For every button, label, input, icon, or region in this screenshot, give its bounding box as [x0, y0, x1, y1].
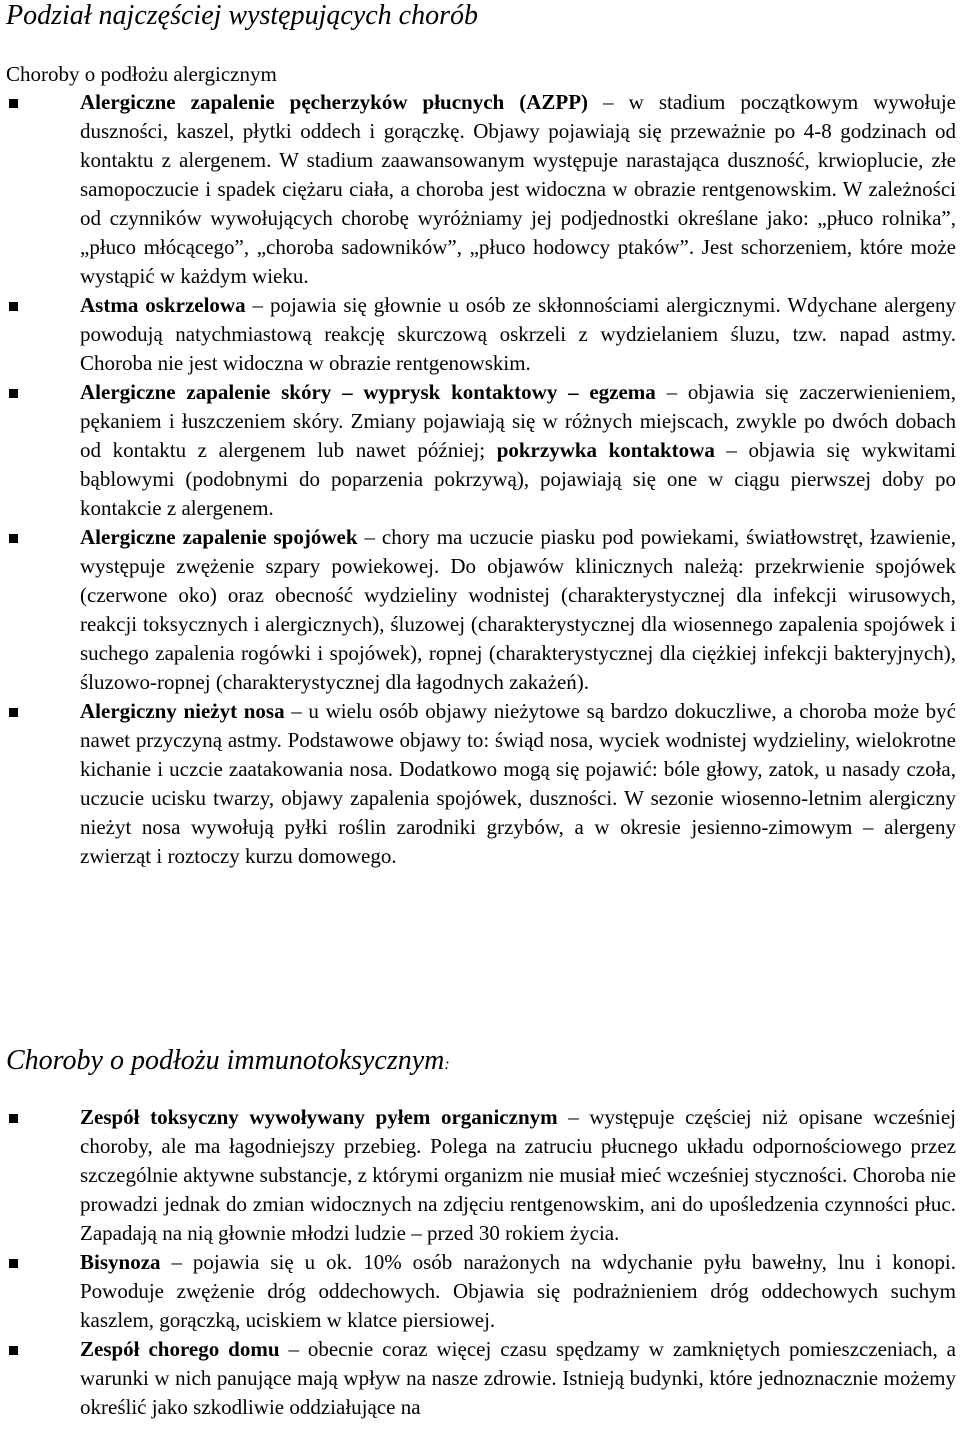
square-bullet-icon — [9, 1346, 18, 1355]
paragraph — [80, 291, 956, 378]
disease-term: Alergiczne zapalenie spojówek — [80, 525, 358, 549]
square-bullet-icon — [9, 1259, 18, 1268]
disease-description: – pojawia się u ok. 10% osób narażonych na wdychanie pyłu bawełny, lnu i konopi. Powoduje zwężenie dróg oddechowych. Objawia się podrażnieniem dróg oddechowych suchym kaszlem, gorączką, uciskiem w klatce piersiowej. — [80, 1250, 956, 1332]
list-item — [6, 1103, 956, 1248]
square-bullet-icon — [9, 1114, 18, 1123]
disease-term: Alergiczny nieżyt nosa — [80, 699, 285, 723]
list-item — [6, 697, 956, 871]
square-bullet-icon — [9, 708, 18, 717]
disease-description-secondary: – objawia się wykwitami bąblowymi (podobnymi do poparzenia pokrzywą), pojawiają się one w ciągu pierwszej doby po kontakcie z alergenem. — [80, 438, 957, 520]
square-bullet-icon — [9, 389, 18, 398]
disease-term-secondary: pokrzywka kontaktowa — [496, 438, 715, 462]
list-item — [6, 523, 956, 697]
paragraph — [80, 1335, 956, 1422]
list-item — [6, 291, 956, 378]
immunotoxic-disease-list — [6, 1103, 956, 1422]
list-item — [6, 1335, 956, 1422]
disease-term: Bisynoza — [80, 1250, 161, 1274]
paragraph — [80, 523, 956, 697]
section-heading-immunotoxic — [6, 1044, 450, 1082]
disease-description: – chory ma uczucie piasku pod powiekami, światłowstręt, łzawienie, występuje zwężenie szpary powiekowej. Do objawów klinicznych należą: przekrwienie spojówek (czerwone oko) oraz obecność wydzieliny wodnistej (charakterystycznej dla infekcji wirusowych, reakcji toksycznych i alergicznych), śluzowej (charakterystycznej dla wiosennego zapalenia spojówek i suchego zapalenia rogówki i spojówek), ropnej (charakterystycznej dla ciężkiej infekcji bakteryjnych), śluzowo-ropnej (charakterystycznej dla łagodnych zakażeń). — [80, 525, 956, 694]
square-bullet-icon — [9, 302, 18, 311]
disease-description: – pojawia się głownie u osób ze skłonnościami alergicznymi. Wdychane alergeny powodują natychmiastową reakcję skurczową oskrzeli z wydzielaniem śluzu, tzw. napad astmy. Choroba nie jest widoczna w obrazie rentgenowskim. — [80, 293, 956, 375]
disease-description: – objawia się zaczerwienieniem, pękaniem i łuszczeniem skóry. Zmiany pojawiają się w różnych miejscach, zwykle po dwóch dobach od kontaktu z alergenem lub nawet później; — [80, 380, 956, 462]
list-item — [6, 1248, 956, 1335]
disease-term: Astma oskrzelowa — [80, 293, 246, 317]
section-heading-allergic: Choroby o podłożu alergicznym — [6, 62, 277, 86]
disease-description: – obecnie coraz więcej czasu spędzamy w zamkniętych pomieszczeniach, a warunki w nich panujące mają wpływ na nasze zdrowie. Istnieją budynki, które jednoznacznie możemy określić jako szkodliwie oddziałujące na — [80, 1337, 956, 1419]
page-title: Podział najczęściej występujących chorób — [6, 0, 478, 31]
disease-description: – w stadium początkowym wywołuje duszności, kaszel, płytki oddech i gorączkę. Objawy pojawiają się przeważnie po 4-8 godzinach od kontaktu z alergenem. W stadium zaawansowanym występuje narastająca duszność, krwioplucie, złe samopoczucie i spadek ciężaru ciała, a choroba jest widoczna w obrazie rentgenowskim. W zależności od czynników wywołujących chorobę wyróżniamy jej podjednostki określane jako: „płuco rolnika”, „płuco młócącego”, „choroba sadowników”, „płuco hodowcy ptaków”. Jest schorzeniem, które może wystąpić w każdym wieku. — [80, 90, 957, 288]
paragraph — [80, 697, 956, 871]
paragraph — [80, 88, 956, 291]
disease-term: Alergiczne zapalenie pęcherzyków płucnych (AZPP) — [80, 90, 589, 114]
list-item — [6, 88, 956, 291]
disease-term: Zespół toksyczny wywoływany pyłem organicznym — [80, 1105, 558, 1129]
list-item — [6, 378, 956, 523]
section-title-colon: : — [444, 1056, 450, 1073]
paragraph — [80, 1248, 956, 1335]
paragraph — [80, 1103, 956, 1248]
disease-term: Zespół chorego domu — [80, 1337, 280, 1361]
paragraph — [80, 378, 956, 523]
square-bullet-icon — [9, 99, 18, 108]
allergic-disease-list — [6, 88, 956, 871]
square-bullet-icon — [9, 534, 18, 543]
disease-description: – u wielu osób objawy nieżytowe są bardzo dokuczliwe, a choroba może być nawet przyczyną astmy. Podstawowe objawy to: świąd nosa, wyciek wodnistej wydzieliny, wielokrotne kichanie i uczcie zaatakowania nosa. Dodatkowo mogą się pojawić: bóle głowy, zatok, u nasady czoła, uczucie ucisku twarzy, objawy zapalenia spojówek, duszności. W sezonie wiosenno-letnim alergiczny nieżyt nosa wywołują pyłki roślin zarodniki grzybów, a w okresie jesienno-zimowym – alergeny zwierząt i roztoczy kurzu domowego. — [80, 699, 956, 868]
disease-description: – występuje częściej niż opisane wcześniej choroby, ale ma łagodniejszy przebieg. Polega na zatruciu płucnego układu odpornościowego przez szczególnie aktywne substancje, z którymi organizm nie musiał mieć wcześniej styczności. Choroba nie prowadzi jednak do zmian widocznych na zdjęciu rentgenowskim, ani do upośledzenia czynności płuc. Zapadają na nią głownie młodzi ludzie – przed 30 rokiem życia. — [80, 1105, 956, 1245]
section-title-text: Choroby o podłożu immunotoksycznym — [6, 1045, 445, 1076]
disease-term: Alergiczne zapalenie skóry – wyprysk kontaktowy – egzema — [80, 380, 656, 404]
